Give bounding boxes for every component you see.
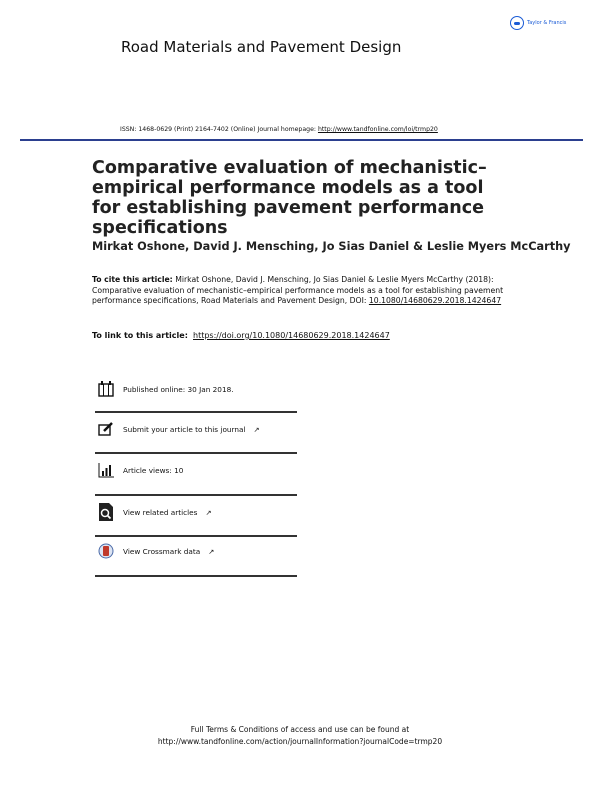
publisher-logo-icon [510, 16, 524, 30]
footer-text: Full Terms & Conditions of access and use can be found at [190, 725, 410, 734]
external-link-icon: ↗ [208, 546, 215, 556]
calendar-icon [97, 380, 115, 398]
issn-line [120, 126, 438, 133]
publisher-logo [510, 16, 566, 30]
doi-link[interactable]: https://doi.org/10.1080/14680629.2018.1424647 [193, 331, 390, 340]
views-row [97, 461, 297, 479]
published-text: Published online: 30 Jan 2018. [123, 384, 234, 394]
crossmark-text: View Crossmark data [123, 546, 201, 556]
external-link-icon: ↗ [205, 507, 212, 517]
citation [92, 275, 522, 307]
views-text: Article views: 10 [123, 465, 184, 475]
cite-text: Mirkat Oshone, David J. Mensching, Jo Sias Daniel & Leslie Myers McCarthy (2018): Comparative evaluation of mechanistic–empirical performance models as a tool for establishing pavement performance specifications, Road Materials and Pavement Design, DOI: [92, 275, 504, 305]
divider [95, 535, 297, 537]
article-link [92, 331, 390, 340]
header-rule [20, 139, 583, 141]
journal-name: Road Materials and Pavement Design [121, 38, 402, 56]
link-label: To link to this article: [92, 331, 188, 340]
search-document-icon [97, 503, 115, 521]
divider [95, 452, 297, 454]
crossmark-link[interactable] [97, 542, 297, 560]
submit-article-link[interactable] [97, 420, 297, 438]
cite-doi-link[interactable]: 10.1080/14680629.2018.1424647 [368, 296, 502, 305]
journal-homepage-link[interactable]: http://www.tandfonline.com/loi/trmp20 [317, 126, 438, 133]
edit-icon [97, 420, 115, 438]
external-link-icon: ↗ [253, 424, 260, 434]
related-text: View related articles [123, 507, 198, 517]
divider [95, 494, 297, 496]
bar-chart-icon [97, 461, 115, 479]
authors: Mirkat Oshone, David J. Mensching, Jo Sias Daniel & Leslie Myers McCarthy [92, 240, 571, 253]
divider [95, 575, 297, 577]
publisher-name: Taylor & Francis [527, 20, 567, 26]
footer-link[interactable]: http://www.tandfonline.com/action/journalInformation?journalCode=trmp20 [157, 737, 443, 746]
cite-label: To cite this article: [92, 275, 173, 284]
article-title: Comparative evaluation of mechanistic–empirical performance models as a tool for establishing pavement performance specifications [92, 158, 487, 238]
crossmark-icon [97, 542, 115, 560]
divider [95, 411, 297, 413]
related-articles-link[interactable] [97, 503, 297, 521]
published-row [97, 380, 297, 398]
submit-text: Submit your article to this journal [123, 424, 246, 434]
issn-text: ISSN: 1468-0629 (Print) 2164-7402 (Online) Journal homepage: [120, 126, 318, 133]
footer [0, 724, 600, 748]
